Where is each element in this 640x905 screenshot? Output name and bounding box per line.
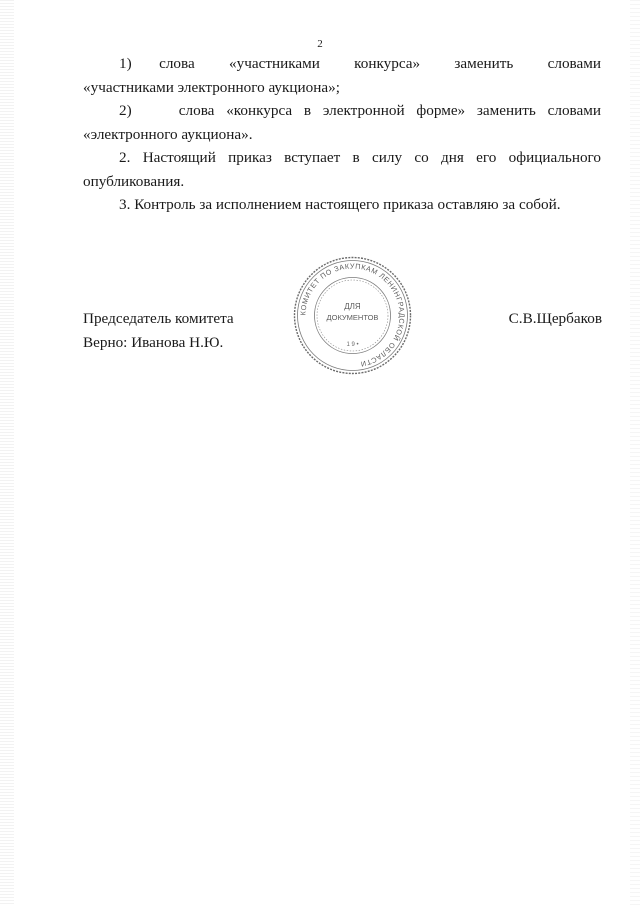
stamp-center-line2: ДОКУМЕНТОВ <box>326 313 379 322</box>
scan-edge-noise <box>0 0 14 905</box>
signature-block-right <box>509 307 602 331</box>
stamp-ring-text: КОМИТЕТ ПО ЗАКУПКАМ ЛЕНИНГРАДСКОЙ ОБЛАСТИ <box>298 261 407 369</box>
paragraph-item-2: 2) слова «конкурса в электронной форме» заменить словами «электронного аукциона». <box>83 102 601 143</box>
signature-block-left <box>83 307 234 354</box>
paragraph-item-1: 1) слова «участниками конкурса» заменить словами «участниками электронного аукциона»; <box>83 55 601 96</box>
official-stamp <box>290 253 415 378</box>
stamp-center-line1: ДЛЯ <box>344 302 361 311</box>
scan-edge-noise <box>630 0 640 905</box>
paragraph-effective-date: 2. Настоящий приказ вступает в силу со дня его официального опубликования. <box>83 149 601 190</box>
page-number: 2 <box>317 38 323 50</box>
signatory-position: Председатель комитета <box>83 310 234 327</box>
certified-by: Верно: Иванова Н.Ю. <box>83 333 224 351</box>
stamp-bottom-text: 1 9 • <box>346 342 359 348</box>
document-body <box>83 52 601 217</box>
signatory-name: С.В.Щербаков <box>508 310 602 327</box>
paragraph-control: 3. Контроль за исполнением настоящего приказа оставляю за собой. <box>119 196 561 213</box>
